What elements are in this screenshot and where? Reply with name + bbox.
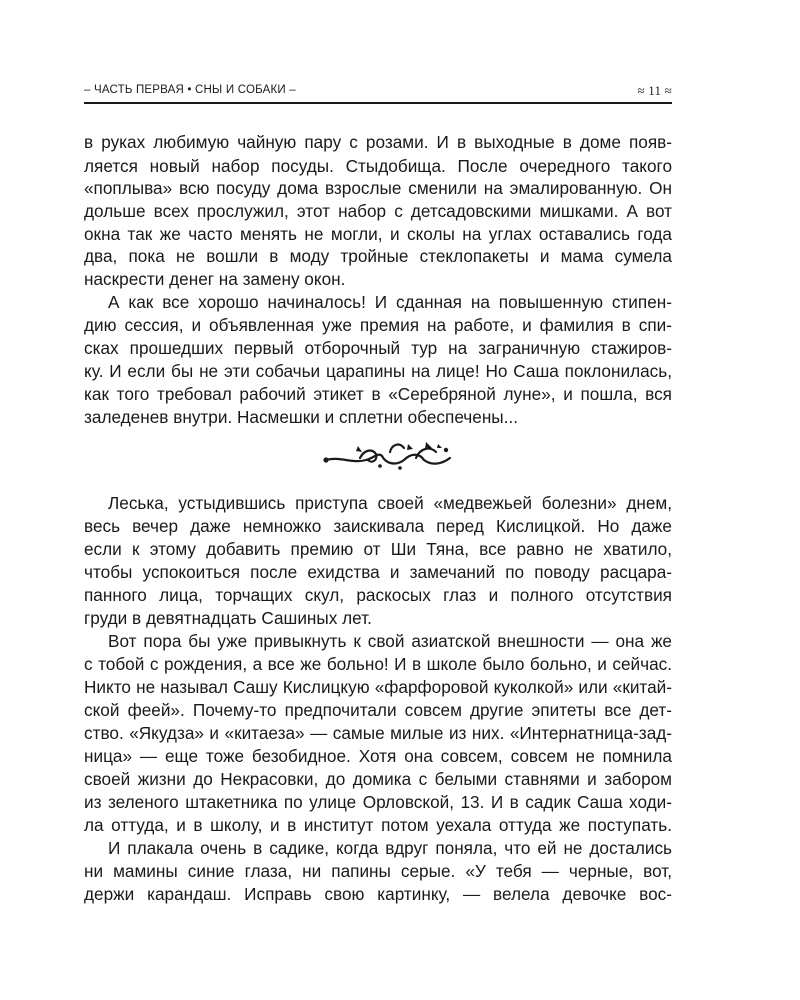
text-line: Вот пора бы уже привыкнуть к свой азиатской внешности — она же [108, 631, 672, 651]
text-line: ни мамины синие глаза, ни папины серые. «У тебя — черные, вот, [84, 861, 672, 881]
text-line: ла оттуда, и в школу, и в институт потом уехала оттуда же поступать. [84, 815, 672, 835]
text-line: ской феей». Почему-то предпочитали совсем другие эпитеты все дет- [84, 700, 672, 720]
text-line: груди в девятнадцать Сашиных лет. [84, 608, 372, 628]
text-line: дольше всех прослужил, этот набор с детсадовскими мишками. А вот [84, 201, 672, 221]
text-line: своей жизни до Некрасовки, до домика с белыми ставнями и забором [84, 769, 672, 789]
text-line: окна так же часто менять не могли, и сколы на углах оставались года [84, 224, 672, 244]
text-line: как того требовал рабочий этикет в «Серебряной луне», и пошла, вся [84, 384, 672, 404]
text-line: весь вечер даже немножко заискивала перед Кислицкой. Но даже [84, 516, 672, 536]
page-number: ≈ 11 ≈ [637, 83, 672, 98]
text-line: если к этому добавить премию от Ши Тяна, все равно не хватило, [84, 539, 672, 559]
running-header [84, 82, 672, 104]
text-line: Леська, устыдившись приступа своей «медвежьей болезни» днем, [108, 493, 672, 513]
text-line: И плакала очень в садике, когда вдруг поняла, что ей не достались [108, 838, 672, 858]
text-line: «поплыва» всю посуду дома взрослые сменили на эмалированную. Он [84, 178, 672, 198]
text-line: ство. «Якудза» и «китаеза» — самые милые из них. «Интернатница-зад- [84, 723, 672, 743]
text-line: наскрести денег на замену окон. [84, 269, 346, 289]
text-line: чтобы успокоиться после ехидства и замечаний по поводу расцара- [84, 562, 672, 582]
text-line: держи карандаш. Исправь свою картинку, — велела девочке вос- [84, 884, 672, 904]
text-line: ляется новый набор посуды. Стыдобища. После очередного такого [84, 156, 672, 176]
text-line: с тобой с рождения, а все же больно! И в школе было больно, и сейчас. [84, 654, 672, 674]
text-line: Никто не называл Сашу Кислицкую «фарфоровой куколкой» или «китай- [84, 677, 672, 697]
text-line: в руках любимую чайную пару с розами. И в выходные в доме появ- [84, 132, 672, 152]
text-line: ница» — еще тоже безобидное. Хотя она совсем, совсем не помнила [84, 746, 672, 766]
text-line: А как все хорошо начиналось! И сданная на повышенную стипен- [108, 292, 672, 312]
text-line: дию сессия, и объявленная уже премия на работе, и фамилия в спи- [84, 315, 672, 335]
text-line: панного лица, торчащих скул, раскосых глаз и полного отсутствия [84, 585, 672, 605]
text-line: заледенев внутри. Насмешки и сплетни обеспечены... [84, 407, 518, 427]
text-line: сках прошедших первый отборочный тур на заграничную стажиров- [84, 338, 672, 358]
text-line: ку. И если бы не эти собачьи царапины на лице! Но Саша поклонилась, [84, 361, 672, 381]
text-line: из зеленого штакетника по улице Орловской, 13. И в садик Саша ходи- [84, 792, 672, 812]
text-line: два, пока не вошли в моду тройные стеклопакеты и мама сумела [84, 246, 672, 266]
floral-divider-icon [320, 438, 456, 474]
running-title: – ЧАСТЬ ПЕРВАЯ • СНЫ И СОБАКИ – [84, 84, 296, 96]
